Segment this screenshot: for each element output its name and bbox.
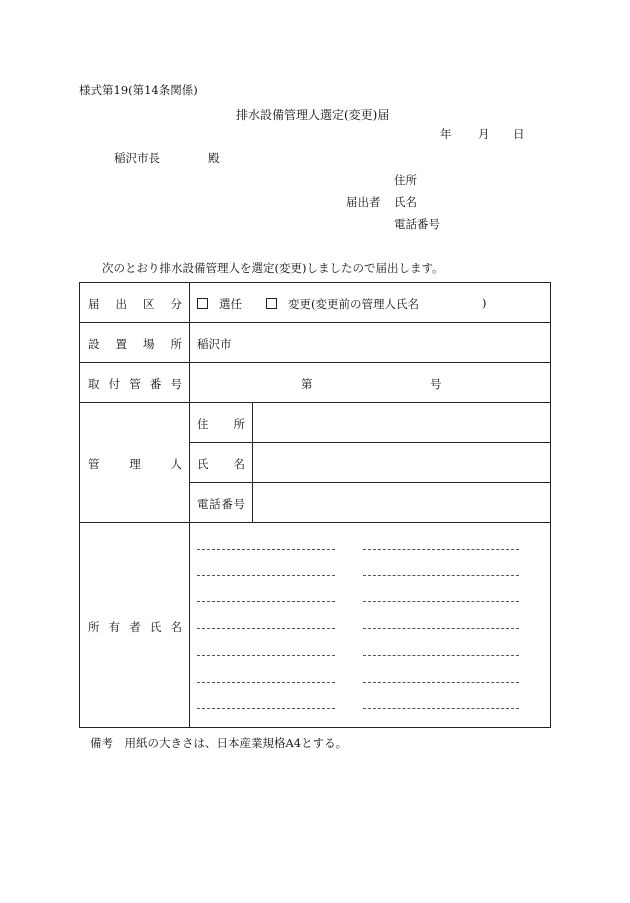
applicant-name-label: 氏名 bbox=[394, 195, 417, 209]
checkbox-change[interactable] bbox=[266, 298, 277, 309]
owner-name-line[interactable] bbox=[197, 628, 335, 629]
manager-phone-field[interactable] bbox=[253, 483, 550, 522]
owner-name-line[interactable] bbox=[363, 628, 519, 629]
row-divider bbox=[80, 362, 550, 363]
manager-label: 管 理 人 bbox=[88, 457, 182, 471]
option-change-close: ) bbox=[482, 296, 487, 310]
owner-name-line[interactable] bbox=[197, 601, 335, 602]
fitting-go: 号 bbox=[430, 377, 442, 391]
manager-name-label: 氏 名 bbox=[197, 457, 245, 471]
honorific: 殿 bbox=[208, 151, 220, 165]
manager-address-label: 住 所 bbox=[197, 417, 245, 431]
applicant-phone-label: 電話番号 bbox=[394, 217, 440, 231]
manager-address-field[interactable] bbox=[253, 403, 550, 442]
location-value[interactable]: 稲沢市 bbox=[197, 337, 232, 351]
owner-name-line[interactable] bbox=[197, 575, 335, 576]
owner-name-line[interactable] bbox=[363, 601, 519, 602]
row-divider bbox=[80, 522, 550, 523]
intro-text: 次のとおり排水設備管理人を選定(変更)しましたので届出します。 bbox=[102, 261, 444, 275]
manager-phone-label: 電 話 番 号 bbox=[197, 497, 245, 511]
location-label: 設 置 場 所 bbox=[88, 337, 182, 351]
addressee: 稲沢市長 bbox=[114, 151, 160, 165]
date-day: 日 bbox=[513, 127, 525, 141]
owners-label: 所 有 者 氏 名 bbox=[88, 620, 182, 634]
date-year: 年 bbox=[440, 127, 452, 141]
applicant-address-label: 住所 bbox=[394, 173, 417, 187]
row-divider bbox=[80, 322, 550, 323]
fitting-number-label: 取 付 管 番 号 bbox=[88, 377, 182, 391]
form-number: 様式第19(第14条関係) bbox=[79, 83, 198, 97]
remark: 備考 用紙の大きさは、日本産業規格A4とする。 bbox=[90, 736, 348, 750]
document-title: 排水設備管理人選定(変更)届 bbox=[236, 108, 390, 122]
owner-name-line[interactable] bbox=[197, 549, 335, 550]
owner-name-line[interactable] bbox=[197, 682, 335, 683]
form-table bbox=[79, 282, 551, 728]
checkbox-select[interactable] bbox=[197, 298, 208, 309]
owner-name-line[interactable] bbox=[197, 708, 335, 709]
fitting-dai: 第 bbox=[301, 377, 313, 391]
label-column-divider bbox=[189, 283, 190, 727]
owner-name-line[interactable] bbox=[363, 549, 519, 550]
category-label: 届 出 区 分 bbox=[88, 297, 182, 311]
applicant-label: 届出者 bbox=[346, 195, 381, 209]
owner-name-line[interactable] bbox=[363, 575, 519, 576]
owner-name-line[interactable] bbox=[197, 655, 335, 656]
manager-name-field[interactable] bbox=[253, 443, 550, 482]
date-month: 月 bbox=[478, 127, 490, 141]
owner-name-line[interactable] bbox=[363, 682, 519, 683]
option-change[interactable]: 変更(変更前の管理人氏名 bbox=[266, 296, 419, 312]
owner-name-line[interactable] bbox=[363, 655, 519, 656]
owner-name-line[interactable] bbox=[363, 708, 519, 709]
option-select[interactable]: 選任 bbox=[197, 296, 242, 312]
